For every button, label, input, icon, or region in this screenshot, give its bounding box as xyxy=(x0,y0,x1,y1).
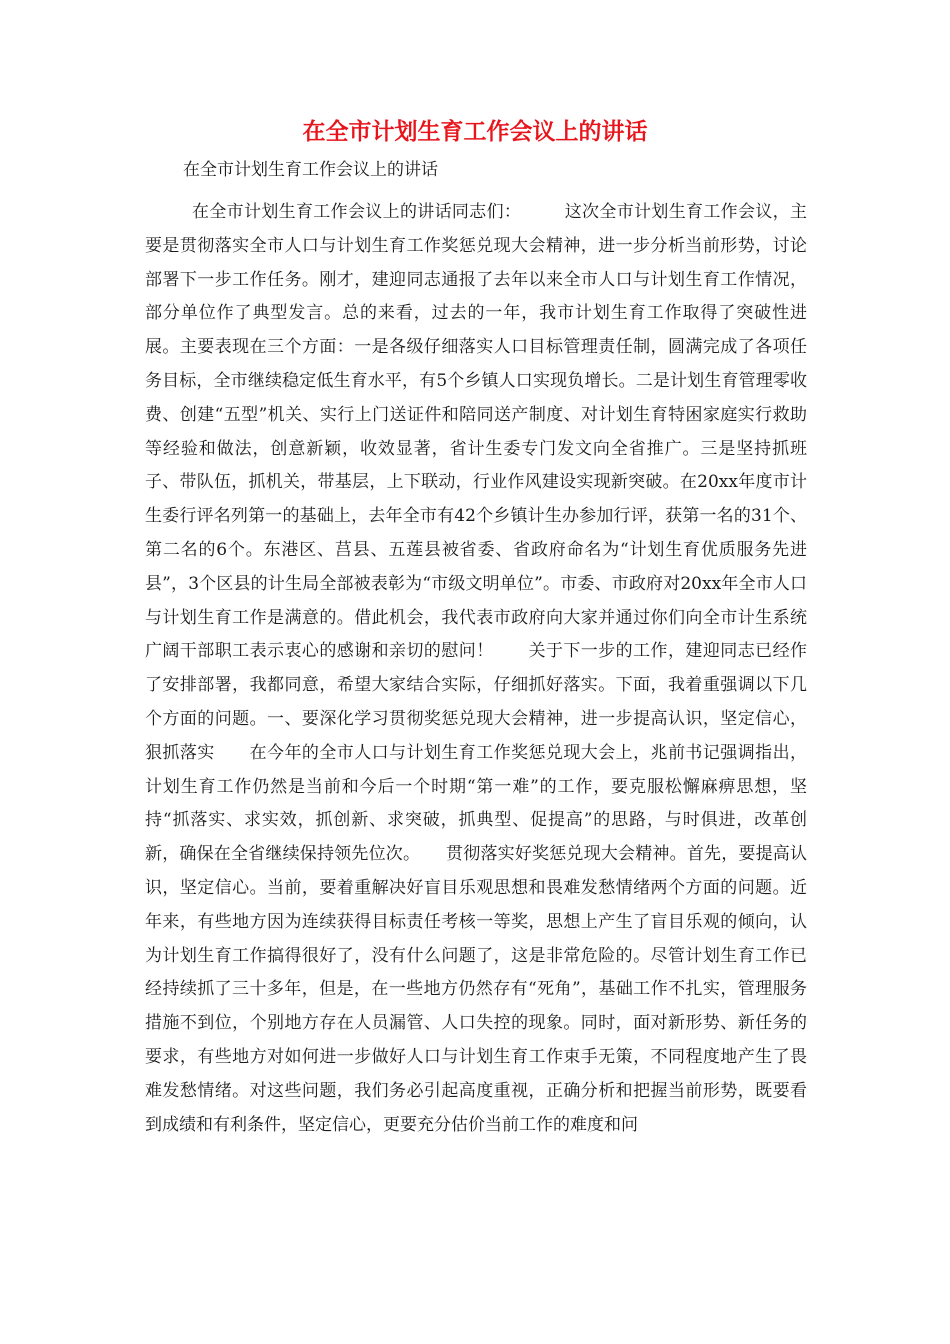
document-body: 在全市计划生育工作会议上的讲话同志们： 这次全市计划生育工作会议，主要是贯彻落实全市人口与计划生育工作奖惩兑现大会精神，进一步分析当前形势，讨论部署下一步工作任务。刚才，建迎同志通报了去年以来全市人口与计划生育工作情况，部分单位作了典型发言。总的来看，过去的一年，我市计划生育工作取得了突破性进展。主要表现在三个方面：一是各级仔细落实人口目标管理责任制，圆满完成了各项任务目标，全市继续稳定低生育水平，有5个乡镇人口实现负增长。二是计划生育管理零收费、创建“五型”机关、实行上门送证件和陪同送产制度、对计划生育特困家庭实行救助等经验和做法，创意新颖，收效显著，省计生委专门发文向全省推广。三是坚持抓班子、带队伍，抓机关，带基层，上下联动，行业作风建设实现新突破。在20xx年度市计生委行评名列第一的基础上，去年全市有42个乡镇计生办参加行评，获第一名的31个、第二名的6个。东港区、莒县、五莲县被省委、省政府命名为“计划生育优质服务先进县”，3个区县的计生局全部被表彰为“市级文明单位”。市委、市政府对20xx年全市人口与计划生育工作是满意的。借此机会，我代表市政府向大家并通过你们向全市计生系统广阔干部职工表示衷心的感谢和亲切的慰问！ 关于下一步的工作，建迎同志已经作了安排部署，我都同意，希望大家结合实际，仔细抓好落实。下面，我着重强调以下几个方面的问题。一、要深化学习贯彻奖惩兑现大会精神，进一步提高认识，坚定信心，狠抓落实 在今年的全市人口与计划生育工作奖惩兑现大会上，兆前书记强调指出，计划生育工作仍然是当前和今后一个时期“第一难”的工作，要克服松懈麻痹思想，坚持“抓落实、求实效，抓创新、求突破，抓典型、促提高”的思路，与时俱进，改革创新，确保在全省继续保持领先位次。 贯彻落实好奖惩兑现大会精神。首先，要提高认识，坚定信心。当前，要着重解决好盲目乐观思想和畏难发愁情绪两个方面的问题。近年来，有些地方因为连续获得目标责任考核一等奖，思想上产生了盲目乐观的倾向，认为计划生育工作搞得很好了，没有什么问题了，这是非常危险的。尽管计划生育工作已经持续抓了三十多年，但是，在一些地方仍然存有“死角”，基础工作不扎实，管理服务措施不到位，个别地方存在人员漏管、人口失控的现象。同时，面对新形势、新任务的要求，有些地方对如何进一步做好人口与计划生育工作束手无策，不同程度地产生了畏难发愁情绪。对这些问题，我们务必引起高度重视，正确分析和把握当前形势，既要看到成绩和有利条件，坚定信心，更要充分估价当前工作的难度和问 xyxy=(145,202,807,1135)
document-subtitle: 在全市计划生育工作会议上的讲话 xyxy=(183,160,438,180)
document-title: 在全市计划生育工作会议上的讲话 xyxy=(302,119,648,145)
